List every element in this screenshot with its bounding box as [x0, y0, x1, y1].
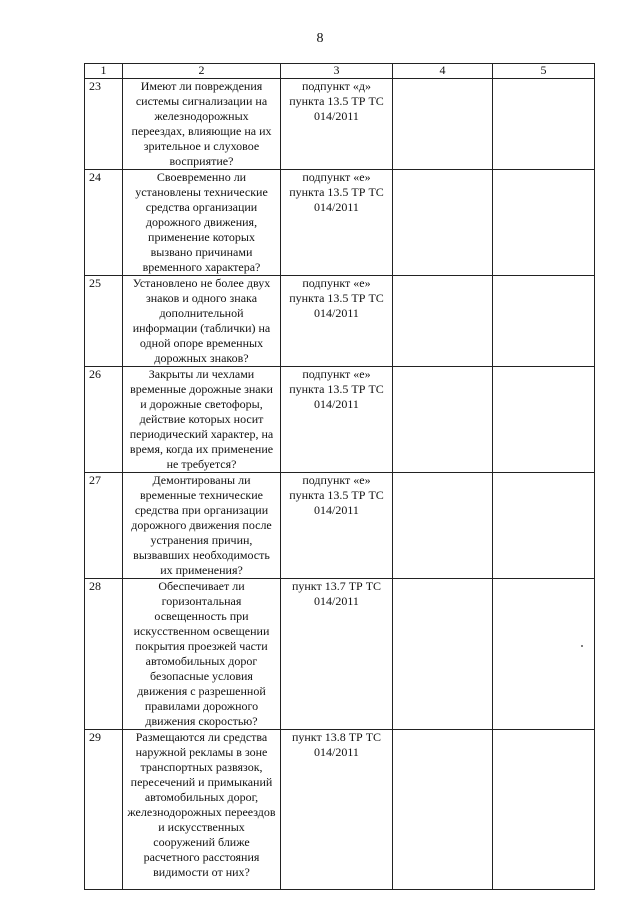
row-number: 23	[85, 79, 123, 170]
row-number: 26	[85, 367, 123, 473]
header-cell-4: 4	[393, 64, 493, 79]
header-cell-2: 2	[123, 64, 281, 79]
row-question: Своевременно ли установлены технические средства организации дорожного движения, применение которых вызвано причинами временного характера?	[123, 170, 281, 276]
row-reference: подпункт «е» пункта 13.5 ТР ТС 014/2011	[281, 473, 393, 579]
row-col4-cell	[393, 579, 493, 730]
table-row	[85, 170, 595, 276]
row-reference: пункт 13.8 ТР ТС 014/2011	[281, 730, 393, 890]
row-col4-cell	[393, 170, 493, 276]
row-number: 28	[85, 579, 123, 730]
row-col5-cell	[493, 276, 595, 367]
table-row	[85, 276, 595, 367]
table-row	[85, 79, 595, 170]
row-col5-cell	[493, 79, 595, 170]
row-col5-cell	[493, 170, 595, 276]
page-number: 8	[316, 31, 324, 46]
row-col4-cell	[393, 367, 493, 473]
checklist-table	[84, 63, 595, 890]
row-reference: подпункт «д» пункта 13.5 ТР ТС 014/2011	[281, 79, 393, 170]
row-number: 24	[85, 170, 123, 276]
row-col5-cell	[493, 473, 595, 579]
row-question: Закрыты ли чехлами временные дорожные знаки и дорожные светофоры, действие которых носит периодический характер, на время, когда их применение не требуется?	[123, 367, 281, 473]
row-number: 27	[85, 473, 123, 579]
header-cell-1: 1	[85, 64, 123, 79]
row-col4-cell	[393, 473, 493, 579]
row-number: 25	[85, 276, 123, 367]
row-question: Демонтированы ли временные технические средства при организации дорожного движения после устранения причин, вызвавших необходимость их применения?	[123, 473, 281, 579]
table-row	[85, 579, 595, 730]
row-question: Имеют ли повреждения системы сигнализации на железнодорожных переездах, влияющие на их зрительное и слуховое восприятие?	[123, 79, 281, 170]
row-col4-cell	[393, 79, 493, 170]
row-col5-cell	[493, 730, 595, 890]
row-col4-cell	[393, 730, 493, 890]
row-col5-cell	[493, 367, 595, 473]
table-row	[85, 730, 595, 890]
row-reference: подпункт «е» пункта 13.5 ТР ТС 014/2011	[281, 276, 393, 367]
row-question: Размещаются ли средства наружной рекламы в зоне транспортных развязок, пересечений и примыканий автомобильных дорог, железнодорожных переездов и искусственных сооружений ближе расчетного расстояния видимости от них?	[123, 730, 281, 890]
row-col4-cell	[393, 276, 493, 367]
row-number: 29	[85, 730, 123, 890]
scan-speck	[581, 645, 583, 647]
table-row	[85, 473, 595, 579]
header-cell-3: 3	[281, 64, 393, 79]
table-header-row	[85, 64, 595, 79]
row-question: Обеспечивает ли горизонтальная освещенность при искусственном освещении покрытия проезжей части автомобильных дорог безопасные условия движения с разрешенной правилами дорожного движения скоростью?	[123, 579, 281, 730]
row-reference: пункт 13.7 ТР ТС 014/2011	[281, 579, 393, 730]
header-cell-5: 5	[493, 64, 595, 79]
row-reference: подпункт «е» пункта 13.5 ТР ТС 014/2011	[281, 367, 393, 473]
row-reference: подпункт «е» пункта 13.5 ТР ТС 014/2011	[281, 170, 393, 276]
row-question: Установлено не более двух знаков и одного знака дополнительной информации (таблички) на одной опоре временных дорожных знаков?	[123, 276, 281, 367]
row-col5-cell	[493, 579, 595, 730]
table-row	[85, 367, 595, 473]
